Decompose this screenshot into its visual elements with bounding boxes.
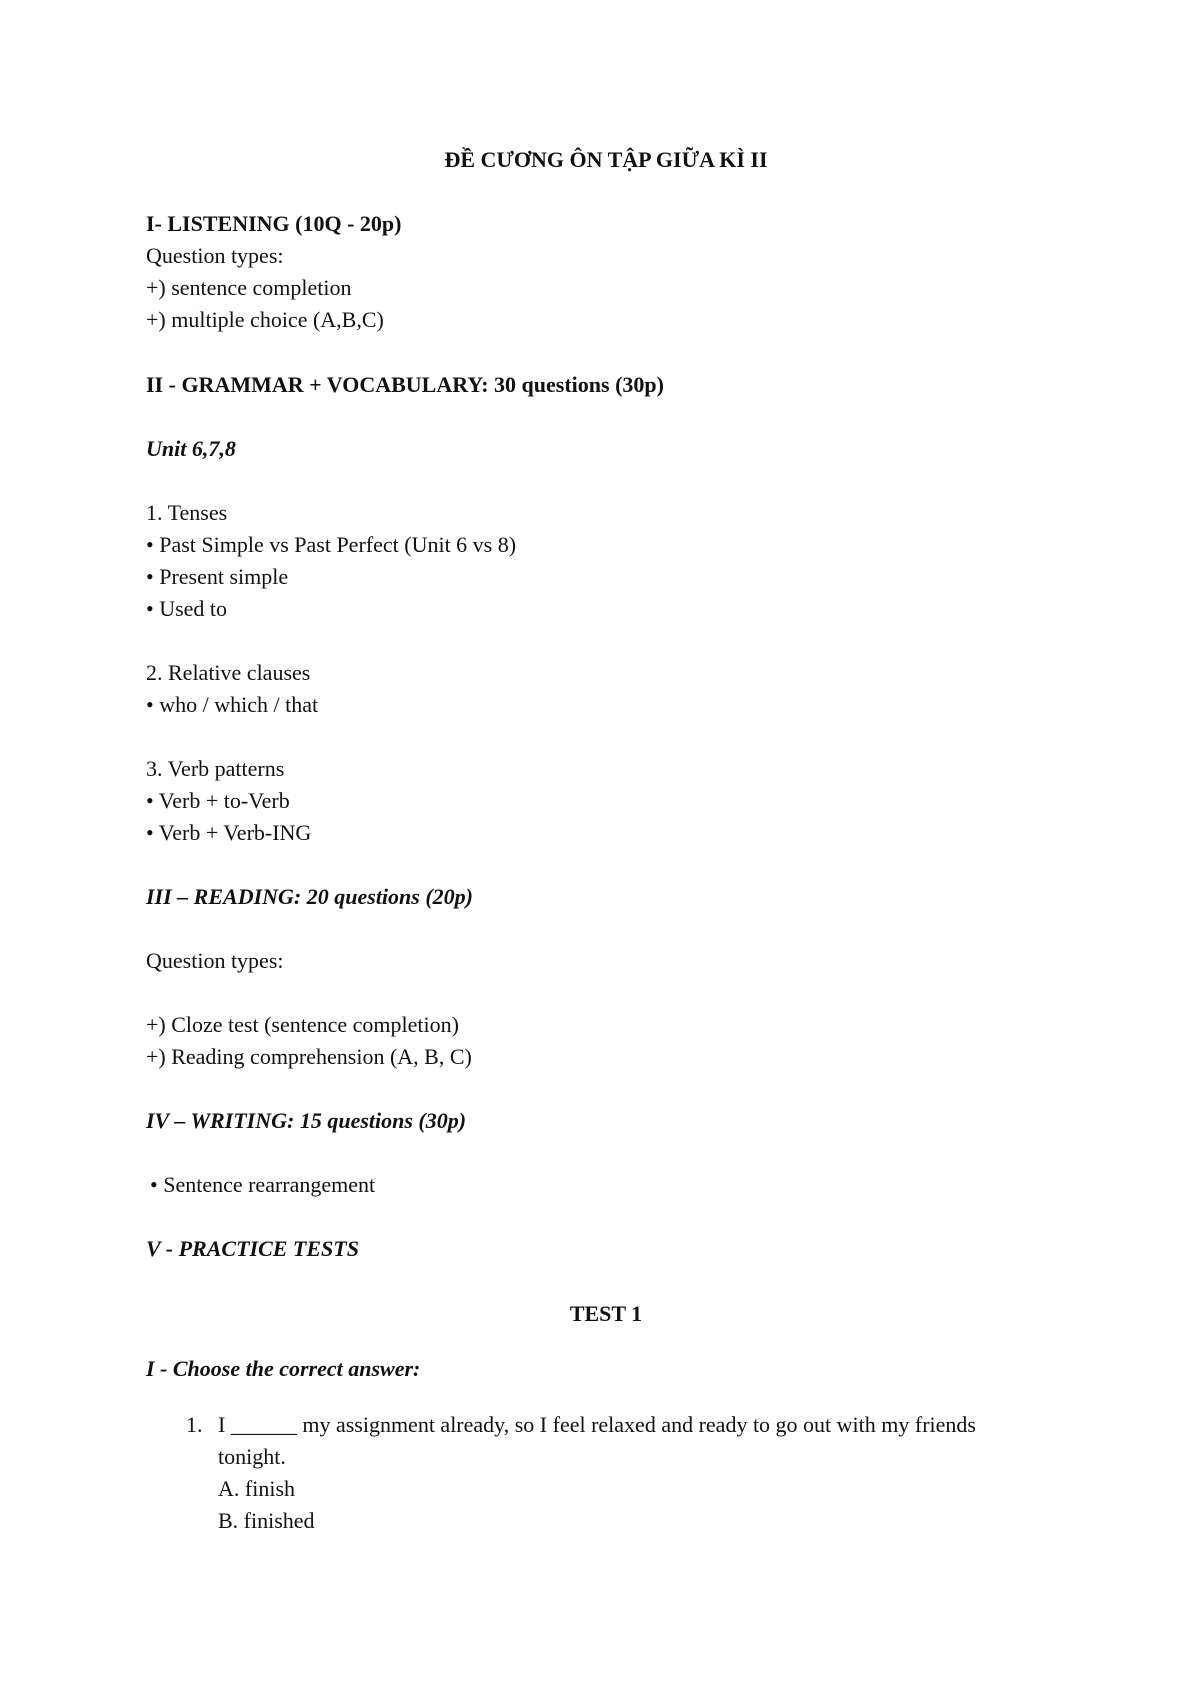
listening-question-types: Question types: (146, 243, 284, 268)
grammar-group-title: 1. Tenses (146, 500, 228, 525)
grammar-item: • Past Simple vs Past Perfect (Unit 6 vs 8) (146, 532, 517, 557)
grammar-group-title: 2. Relative clauses (146, 660, 311, 685)
listening-type-1: +) sentence completion (146, 275, 352, 300)
question-number: 1. (186, 1412, 203, 1437)
grammar-item: • Used to (146, 596, 228, 621)
reading-intro: Question types: (146, 948, 284, 973)
test-title: TEST 1 (569, 1301, 643, 1326)
writing-item: • Sentence rearrangement (150, 1172, 376, 1197)
listening-type-2: +) multiple choice (A,B,C) (146, 307, 384, 332)
grammar-units: Unit 6,7,8 (146, 436, 236, 461)
listening-heading: I- LISTENING (10Q - 20p) (146, 211, 402, 236)
grammar-heading: II - GRAMMAR + VOCABULARY: 30 questions (30p) (146, 372, 664, 397)
answer-option-a: A. finish (218, 1476, 295, 1501)
document-title: ĐỀ CƯƠNG ÔN TẬP GIỮA KÌ II (444, 147, 768, 172)
writing-heading: IV – WRITING: 15 questions (30p) (146, 1108, 467, 1133)
question-text-continued: tonight. (218, 1444, 286, 1469)
grammar-item: • who / which / that (146, 692, 319, 717)
reading-type-1: +) Cloze test (sentence completion) (146, 1012, 459, 1037)
grammar-item: • Verb + to-Verb (146, 788, 290, 813)
question-text: I ______ my assignment already, so I feel relaxed and ready to go out with my friends (218, 1412, 976, 1437)
test-section-heading: I - Choose the correct answer: (146, 1356, 421, 1381)
reading-type-2: +) Reading comprehension (A, B, C) (146, 1044, 472, 1069)
reading-heading: III – READING: 20 questions (20p) (146, 884, 473, 909)
answer-option-b: B. finished (218, 1508, 315, 1533)
practice-heading: V - PRACTICE TESTS (146, 1236, 359, 1261)
grammar-item: • Present simple (146, 564, 289, 589)
grammar-item: • Verb + Verb-ING (146, 820, 312, 845)
grammar-group-title: 3. Verb patterns (146, 756, 285, 781)
